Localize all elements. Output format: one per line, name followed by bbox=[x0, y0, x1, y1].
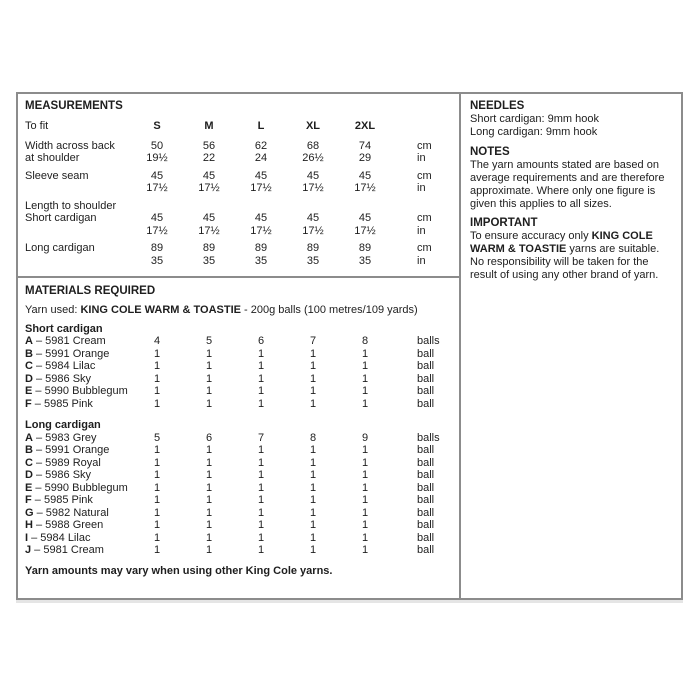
pattern-info-sheet bbox=[16, 92, 683, 600]
qty-value: 1 bbox=[361, 481, 369, 494]
in-value: 29 bbox=[358, 152, 372, 164]
in-value: 26½ bbox=[302, 152, 324, 164]
qty-value: 1 bbox=[153, 506, 161, 519]
cm-value: 45 bbox=[306, 212, 320, 224]
yarn-name-cell bbox=[25, 507, 131, 520]
qty-value: 1 bbox=[309, 397, 317, 410]
qty-value: 1 bbox=[153, 397, 161, 410]
size-cell bbox=[131, 170, 183, 195]
unit-in-label: in bbox=[417, 152, 426, 164]
yarn-letter: I bbox=[25, 531, 29, 544]
qty-value: 1 bbox=[361, 506, 369, 519]
qty-value: 1 bbox=[309, 519, 317, 531]
yarn-letter: D bbox=[25, 469, 33, 481]
cm-value: 45 bbox=[150, 212, 164, 224]
qty-value: 1 bbox=[205, 397, 213, 410]
qty-value: 6 bbox=[205, 431, 213, 444]
qty-value: 1 bbox=[205, 385, 213, 397]
yarn-letter: A bbox=[25, 335, 33, 347]
qty-value: 8 bbox=[361, 335, 369, 347]
needles-section bbox=[470, 100, 673, 139]
qty-value: 1 bbox=[361, 385, 369, 397]
group-title: Short cardigan bbox=[25, 322, 103, 335]
unit-value: ball bbox=[417, 347, 435, 360]
yarn-used-name: KING COLE WARM & TOASTIE bbox=[80, 304, 241, 316]
qty-value: 1 bbox=[309, 494, 317, 506]
notes-title: NOTES bbox=[470, 145, 510, 158]
yarn-name: – 5985 Pink bbox=[31, 397, 93, 410]
qty-value: 1 bbox=[257, 456, 265, 469]
size-cell bbox=[131, 140, 183, 165]
size-cell bbox=[183, 170, 235, 195]
unit-cm-label: cm bbox=[417, 212, 432, 224]
yarn-name-cell bbox=[25, 432, 131, 445]
yarn-name-cell bbox=[25, 469, 131, 482]
size-header: 2XL bbox=[354, 120, 376, 132]
qty-value: 1 bbox=[309, 544, 317, 556]
qty-value: 1 bbox=[361, 456, 369, 469]
in-value: 17½ bbox=[198, 224, 220, 237]
notes-section bbox=[470, 146, 673, 211]
qty-value: 1 bbox=[205, 456, 213, 469]
row-label-cell bbox=[25, 140, 131, 165]
important-text bbox=[470, 230, 673, 282]
materials-section bbox=[18, 278, 459, 598]
yarn-row bbox=[25, 507, 452, 520]
yarn-name-cell bbox=[25, 482, 131, 495]
in-value: 35 bbox=[254, 254, 268, 267]
qty-value: 1 bbox=[153, 372, 161, 385]
qty-value: 1 bbox=[257, 531, 265, 544]
qty-value: 1 bbox=[257, 347, 265, 360]
qty-value: 1 bbox=[361, 469, 369, 481]
cm-value: 89 bbox=[306, 242, 320, 254]
qty-value: 1 bbox=[257, 544, 265, 556]
size-cell bbox=[235, 242, 287, 267]
measurements-section bbox=[18, 94, 459, 278]
qty-value: 1 bbox=[153, 544, 161, 556]
yarn-name: – 5986 Sky bbox=[32, 372, 92, 385]
in-value: 22 bbox=[202, 152, 216, 164]
size-header: L bbox=[257, 120, 265, 132]
qty-value: 1 bbox=[205, 347, 213, 360]
cm-value: 56 bbox=[202, 139, 216, 152]
size-cell bbox=[183, 212, 235, 237]
size-header: XL bbox=[305, 120, 321, 132]
yarn-row bbox=[25, 469, 452, 482]
qty-value: 1 bbox=[361, 544, 369, 556]
size-cell bbox=[131, 242, 183, 267]
unit-value: ball bbox=[417, 360, 435, 372]
yarn-name: – 5983 Grey bbox=[32, 431, 97, 444]
unit-value: ball bbox=[417, 397, 435, 410]
qty-value: 1 bbox=[361, 372, 369, 385]
cm-value: 45 bbox=[306, 169, 320, 182]
measurements-title: MEASUREMENTS bbox=[25, 100, 123, 112]
qty-value: 1 bbox=[257, 385, 265, 397]
qty-value: 1 bbox=[257, 360, 265, 372]
qty-value: 8 bbox=[309, 431, 317, 444]
cm-value: 74 bbox=[358, 139, 372, 152]
in-value: 35 bbox=[358, 254, 372, 267]
yarn-row bbox=[25, 519, 452, 532]
row-group-heading: Length to shoulder bbox=[25, 199, 117, 212]
yarn-group-short-cardigan bbox=[25, 323, 452, 411]
yarn-letter: E bbox=[25, 385, 33, 397]
unit-value: ball bbox=[417, 481, 435, 494]
qty-value: 1 bbox=[361, 519, 369, 531]
size-header: S bbox=[153, 120, 161, 132]
qty-value: 1 bbox=[153, 531, 161, 544]
group-title: Long cardigan bbox=[25, 419, 101, 431]
qty-value: 1 bbox=[205, 544, 213, 556]
unit-value: ball bbox=[417, 372, 435, 385]
yarn-row bbox=[25, 373, 452, 386]
qty-value: 1 bbox=[361, 531, 369, 544]
cm-value: 89 bbox=[254, 242, 268, 254]
important-title: IMPORTANT bbox=[470, 217, 538, 230]
size-cell bbox=[287, 242, 339, 267]
yarn-row bbox=[25, 335, 452, 348]
qty-value: 1 bbox=[309, 360, 317, 372]
important-text-post: yarns are suitable. No responsibility will be taken for the result of using any other brand of yarn. bbox=[470, 243, 660, 282]
yarn-name-cell bbox=[25, 335, 131, 348]
yarn-group-long-cardigan bbox=[25, 419, 452, 557]
unit-cm-label: cm bbox=[417, 139, 432, 152]
qty-value: 1 bbox=[309, 347, 317, 360]
needles-title: NEEDLES bbox=[470, 100, 525, 112]
qty-value: 1 bbox=[205, 481, 213, 494]
size-cell bbox=[287, 212, 339, 237]
qty-value: 1 bbox=[153, 347, 161, 360]
qty-value: 1 bbox=[257, 481, 265, 494]
qty-value: 1 bbox=[205, 469, 213, 481]
yarn-name: – 5990 Bubblegum bbox=[32, 385, 128, 397]
yarn-row bbox=[25, 348, 452, 361]
qty-value: 1 bbox=[205, 372, 213, 385]
yarn-name: – 5981 Cream bbox=[31, 544, 104, 556]
in-value: 17½ bbox=[198, 182, 220, 194]
yarn-row bbox=[25, 432, 452, 445]
yarn-letter: A bbox=[25, 431, 33, 444]
row-label: Sleeve seam bbox=[25, 169, 89, 182]
qty-value: 1 bbox=[361, 397, 369, 410]
in-value: 17½ bbox=[250, 224, 272, 237]
qty-value: 1 bbox=[361, 360, 369, 372]
yarn-name: – 5984 Lilac bbox=[32, 360, 96, 372]
row-label-cell bbox=[25, 170, 131, 195]
cm-value: 45 bbox=[358, 212, 372, 224]
cm-value: 89 bbox=[202, 242, 216, 254]
cm-value: 50 bbox=[150, 139, 164, 152]
qty-value: 1 bbox=[257, 397, 265, 410]
important-text-bold: KING COLE WARM & TOASTIE bbox=[470, 230, 653, 256]
qty-value: 7 bbox=[257, 431, 265, 444]
size-cell bbox=[339, 242, 391, 267]
cm-value: 68 bbox=[306, 139, 320, 152]
in-value: 17½ bbox=[302, 182, 324, 194]
materials-title: MATERIALS REQUIRED bbox=[25, 285, 156, 297]
cm-value: 45 bbox=[202, 169, 216, 182]
in-value: 24 bbox=[254, 152, 268, 164]
qty-value: 1 bbox=[361, 494, 369, 506]
unit-value: ball bbox=[417, 494, 435, 506]
row-label: Long cardigan bbox=[25, 242, 95, 254]
yarn-letter: B bbox=[25, 444, 33, 456]
yarn-name-cell bbox=[25, 360, 131, 373]
in-value: 17½ bbox=[250, 182, 272, 194]
yarn-row bbox=[25, 457, 452, 470]
yarn-row bbox=[25, 494, 452, 507]
unit-value: ball bbox=[417, 544, 435, 556]
yarn-name-cell bbox=[25, 444, 131, 457]
in-value: 17½ bbox=[146, 224, 168, 237]
row-label-2: at shoulder bbox=[25, 152, 80, 164]
yarn-name-cell bbox=[25, 348, 131, 361]
in-value: 35 bbox=[202, 254, 216, 267]
qty-value: 1 bbox=[153, 444, 161, 456]
unit-value: ball bbox=[417, 531, 435, 544]
unit-value: ball bbox=[417, 456, 435, 469]
in-value: 35 bbox=[150, 254, 164, 267]
unit-cm-label: cm bbox=[417, 169, 432, 182]
qty-value: 1 bbox=[309, 385, 317, 397]
cm-value: 45 bbox=[358, 169, 372, 182]
yarn-row bbox=[25, 398, 452, 411]
qty-value: 1 bbox=[309, 531, 317, 544]
yarn-row bbox=[25, 544, 452, 557]
yarn-row bbox=[25, 444, 452, 457]
yarn-name: – 5988 Green bbox=[32, 519, 104, 531]
qty-value: 1 bbox=[309, 469, 317, 481]
unit-in-label: in bbox=[417, 182, 426, 194]
yarn-name: – 5991 Orange bbox=[32, 444, 110, 456]
cm-value: 89 bbox=[358, 242, 372, 254]
size-cell bbox=[235, 212, 287, 237]
unit-value: balls bbox=[417, 431, 440, 444]
unit-in-label: in bbox=[417, 254, 426, 267]
unit-header-spacer bbox=[391, 120, 452, 133]
row-label: Width across back bbox=[25, 139, 115, 152]
qty-value: 1 bbox=[257, 444, 265, 456]
qty-value: 1 bbox=[361, 347, 369, 360]
qty-value: 6 bbox=[257, 335, 265, 347]
unit-value: ball bbox=[417, 444, 435, 456]
qty-value: 1 bbox=[205, 519, 213, 531]
size-header-row bbox=[25, 120, 452, 133]
yarn-row bbox=[25, 532, 452, 545]
row-label-cell bbox=[25, 212, 131, 237]
qty-value: 1 bbox=[361, 444, 369, 456]
unit-cell bbox=[391, 242, 452, 267]
qty-value: 1 bbox=[205, 444, 213, 456]
yarn-used-line bbox=[25, 304, 452, 317]
to-fit-label: To fit bbox=[25, 120, 49, 132]
in-value: 35 bbox=[306, 254, 320, 267]
size-cell bbox=[339, 140, 391, 165]
qty-value: 1 bbox=[153, 481, 161, 494]
qty-value: 1 bbox=[257, 494, 265, 506]
qty-value: 1 bbox=[205, 360, 213, 372]
yarn-name-cell bbox=[25, 373, 131, 386]
unit-cell bbox=[391, 170, 452, 195]
measurement-row bbox=[25, 170, 452, 195]
qty-value: 1 bbox=[153, 469, 161, 481]
yarn-name-cell bbox=[25, 519, 131, 532]
cm-value: 45 bbox=[254, 169, 268, 182]
qty-value: 1 bbox=[257, 372, 265, 385]
qty-value: 1 bbox=[153, 360, 161, 372]
qty-value: 1 bbox=[205, 494, 213, 506]
in-value: 17½ bbox=[354, 182, 376, 194]
yarn-name: – 5984 Lilac bbox=[28, 531, 91, 544]
size-cell bbox=[235, 140, 287, 165]
important-section bbox=[470, 217, 673, 282]
yarn-row bbox=[25, 482, 452, 495]
left-column bbox=[18, 94, 461, 598]
yarn-letter: D bbox=[25, 372, 33, 385]
cm-value: 62 bbox=[254, 139, 268, 152]
qty-value: 1 bbox=[309, 444, 317, 456]
cm-value: 45 bbox=[202, 212, 216, 224]
yarn-letter: J bbox=[25, 544, 32, 556]
qty-value: 1 bbox=[309, 456, 317, 469]
notes-text: The yarn amounts stated are based on average requirements and are therefore approximate. Where only one figure is given this applies to all sizes. bbox=[470, 158, 665, 210]
unit-value: ball bbox=[417, 385, 435, 397]
in-value: 17½ bbox=[302, 224, 324, 237]
yarn-letter: G bbox=[25, 506, 34, 519]
measurement-row bbox=[25, 212, 452, 237]
unit-value: ball bbox=[417, 506, 435, 519]
yarn-letter: F bbox=[25, 397, 32, 410]
yarn-name: – 5986 Sky bbox=[32, 469, 92, 481]
yarn-name: – 5981 Cream bbox=[32, 335, 106, 347]
yarn-name-cell bbox=[25, 532, 131, 545]
size-cell bbox=[235, 170, 287, 195]
qty-value: 1 bbox=[309, 372, 317, 385]
qty-value: 5 bbox=[153, 431, 161, 444]
size-cell bbox=[339, 212, 391, 237]
cm-value: 89 bbox=[150, 242, 164, 254]
in-value: 19½ bbox=[146, 152, 168, 164]
qty-value: 1 bbox=[153, 385, 161, 397]
unit-value: ball bbox=[417, 519, 435, 531]
yarn-letter: B bbox=[25, 347, 33, 360]
unit-cell bbox=[391, 140, 452, 165]
important-text-pre: To ensure accuracy only bbox=[470, 230, 592, 243]
yarn-name: – 5991 Orange bbox=[32, 347, 110, 360]
yarn-row bbox=[25, 360, 452, 373]
yarn-row bbox=[25, 385, 452, 398]
qty-value: 9 bbox=[361, 431, 369, 444]
size-cell bbox=[183, 140, 235, 165]
unit-cm-label: cm bbox=[417, 242, 432, 254]
qty-value: 1 bbox=[309, 506, 317, 519]
unit-in-label: in bbox=[417, 224, 426, 237]
unit-value: balls bbox=[417, 335, 440, 347]
qty-value: 1 bbox=[153, 456, 161, 469]
cm-value: 45 bbox=[254, 212, 268, 224]
size-cell bbox=[287, 170, 339, 195]
qty-value: 1 bbox=[257, 506, 265, 519]
yarn-used-prefix: Yarn used: bbox=[25, 304, 81, 316]
size-header: M bbox=[204, 120, 214, 132]
size-cell bbox=[339, 170, 391, 195]
yarn-name: – 5985 Pink bbox=[31, 494, 93, 506]
yarn-name: – 5989 Royal bbox=[32, 456, 101, 469]
yarn-letter: H bbox=[25, 519, 33, 531]
yarn-used-suffix: - 200g balls (100 metres/109 yards) bbox=[240, 304, 418, 316]
yarn-letter: C bbox=[25, 456, 33, 469]
yarn-name-cell bbox=[25, 494, 131, 507]
yarn-letter: F bbox=[25, 494, 32, 506]
measurement-row bbox=[25, 242, 452, 267]
qty-value: 1 bbox=[205, 506, 213, 519]
right-column bbox=[461, 94, 681, 598]
yarn-name-cell bbox=[25, 457, 131, 470]
qty-value: 1 bbox=[205, 531, 213, 544]
qty-value: 1 bbox=[153, 494, 161, 506]
qty-value: 1 bbox=[257, 469, 265, 481]
size-cell bbox=[183, 242, 235, 267]
in-value: 17½ bbox=[146, 182, 168, 194]
yarn-letter: C bbox=[25, 360, 33, 372]
yarn-name-cell bbox=[25, 385, 131, 398]
qty-value: 7 bbox=[309, 335, 317, 347]
size-cell bbox=[131, 212, 183, 237]
size-cell bbox=[287, 140, 339, 165]
yarn-name-cell bbox=[25, 398, 131, 411]
cm-value: 45 bbox=[150, 169, 164, 182]
yarn-name: – 5982 Natural bbox=[33, 506, 109, 519]
unit-cell bbox=[391, 212, 452, 237]
qty-value: 1 bbox=[309, 481, 317, 494]
qty-value: 5 bbox=[205, 335, 213, 347]
needle-line: Long cardigan: 9mm hook bbox=[470, 125, 598, 138]
row-label: Short cardigan bbox=[25, 212, 97, 224]
unit-value: ball bbox=[417, 469, 435, 481]
needle-line: Short cardigan: 9mm hook bbox=[470, 113, 600, 125]
row-label-cell bbox=[25, 242, 131, 267]
in-value: 17½ bbox=[354, 224, 376, 237]
yarn-name: – 5990 Bubblegum bbox=[32, 481, 128, 494]
qty-value: 4 bbox=[153, 335, 161, 347]
qty-value: 1 bbox=[257, 519, 265, 531]
materials-footnote: Yarn amounts may vary when using other King Cole yarns. bbox=[25, 564, 333, 577]
qty-value: 1 bbox=[153, 519, 161, 531]
yarn-letter: E bbox=[25, 481, 33, 494]
yarn-name-cell bbox=[25, 544, 131, 557]
measurement-row bbox=[25, 140, 452, 165]
